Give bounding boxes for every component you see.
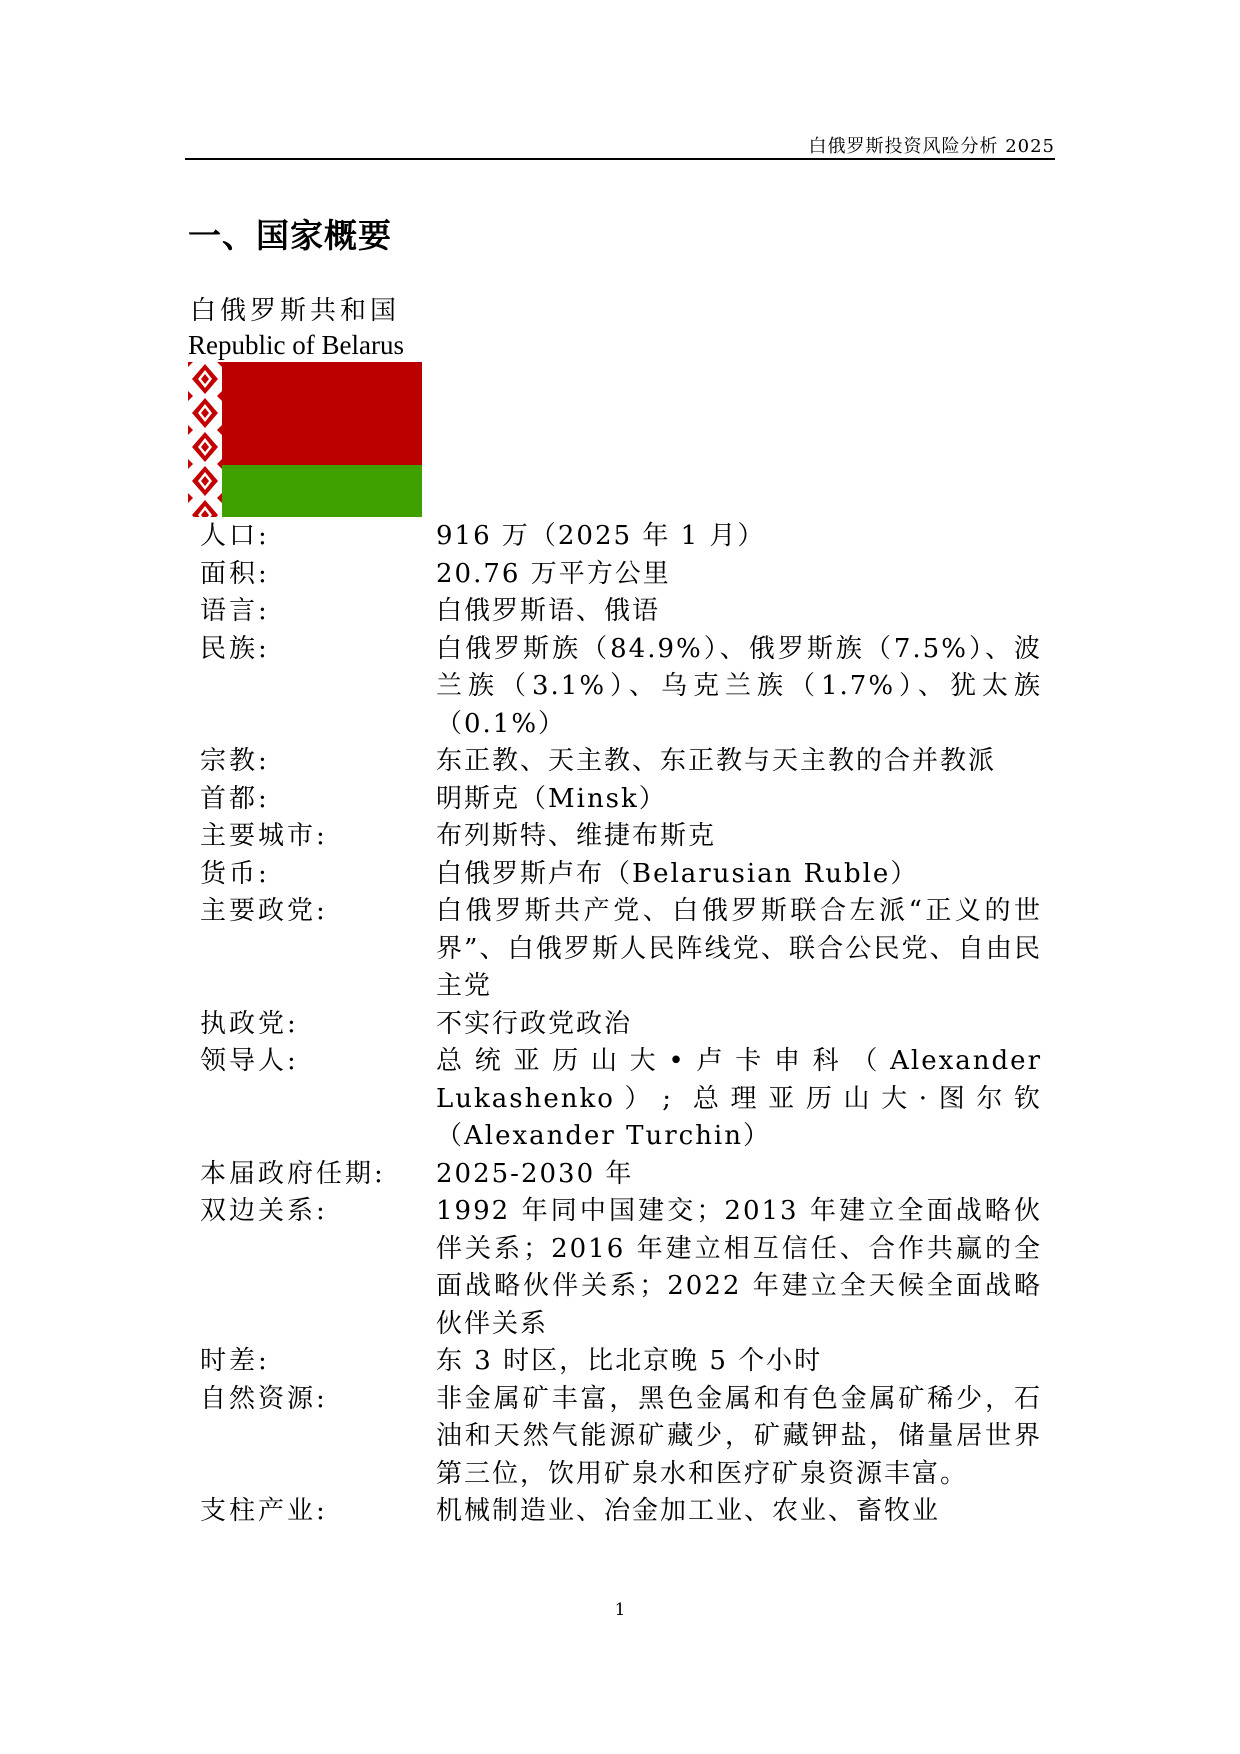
fact-row-political-parties xyxy=(200,893,1042,1006)
fact-row-government-term xyxy=(200,1156,1042,1194)
fact-value: 机械制造业、冶金加工业、农业、畜牧业 xyxy=(436,1496,941,1526)
fact-label: 支柱产业: xyxy=(200,1496,328,1526)
country-facts-table xyxy=(200,518,1042,1531)
fact-row-population xyxy=(200,518,1042,556)
fact-value: 不实行政党政治 xyxy=(436,1008,633,1039)
fact-value: 东 3 时区，比北京晚 5 个小时 xyxy=(436,1346,823,1376)
fact-value: 布列斯特、维捷布斯克 xyxy=(436,821,717,851)
fact-row-language xyxy=(200,593,1042,631)
belarus-flag-icon xyxy=(188,362,422,517)
fact-row-pillar-industries xyxy=(200,1493,1042,1531)
fact-label: 面积: xyxy=(200,558,270,589)
fact-label: 人口: xyxy=(200,521,270,551)
fact-row-capital xyxy=(200,781,1042,819)
fact-label: 首都: xyxy=(200,783,270,814)
flag-green-band xyxy=(188,465,422,517)
fact-value: 白俄罗斯族（84.9%）、俄罗斯族（7.5%）、波兰族（3.1%）、乌克兰族（1.7%）、犹太族（0.1%） xyxy=(436,633,1042,739)
fact-label: 宗教: xyxy=(200,746,270,776)
header-divider xyxy=(185,158,1055,160)
fact-row-leaders xyxy=(200,1043,1042,1156)
fact-value: 白俄罗斯卢布（Belarusian Ruble） xyxy=(436,858,919,889)
fact-value: 20.76 万平方公里 xyxy=(436,558,671,589)
fact-row-bilateral-relations xyxy=(200,1193,1042,1343)
fact-row-area xyxy=(200,556,1042,594)
fact-row-currency xyxy=(200,856,1042,894)
section-title: 一、国家概要 xyxy=(188,216,392,255)
fact-value: 1992 年同中国建交；2013 年建立全面战略伙伴关系；2016 年建立相互信任、合作共赢的全面战略伙伴关系；2022 年建立全天候全面战略伙伴关系 xyxy=(436,1196,1042,1339)
fact-value: 东正教、天主教、东正教与天主教的合并教派 xyxy=(436,746,997,776)
fact-label: 领导人: xyxy=(200,1046,299,1076)
fact-label: 主要城市: xyxy=(200,821,328,851)
fact-label: 本届政府任期: xyxy=(200,1158,386,1189)
fact-row-ethnicity xyxy=(200,631,1042,744)
fact-label: 自然资源: xyxy=(200,1383,328,1414)
fact-label: 货币: xyxy=(200,858,270,889)
country-name-english: Republic of Belarus xyxy=(188,330,404,360)
fact-label: 民族: xyxy=(200,633,270,664)
fact-value: 总统亚历山大•卢卡申科（Alexander Lukashenko）; 总理亚历山大·图尔钦（Alexander Turchin） xyxy=(436,1046,1042,1151)
fact-value: 白俄罗斯共产党、白俄罗斯联合左派“正义的世界”、白俄罗斯人民阵线党、联合公民党、自由民主党 xyxy=(436,896,1042,1001)
fact-row-major-cities xyxy=(200,818,1042,856)
fact-row-natural-resources xyxy=(200,1381,1042,1494)
fact-label: 双边关系: xyxy=(200,1196,328,1226)
flag-red-band xyxy=(188,362,422,465)
page-number: 1 xyxy=(614,1600,626,1620)
fact-value: 明斯克（Minsk） xyxy=(436,783,667,814)
fact-label: 执政党: xyxy=(200,1008,299,1039)
running-header-title: 白俄罗斯投资风险分析 2025 xyxy=(808,136,1055,157)
fact-label: 时差: xyxy=(200,1346,270,1376)
fact-value: 非金属矿丰富，黑色金属和有色金属矿稀少，石油和天然气能源矿藏少，矿藏钾盐，储量居世界第三位，饮用矿泉水和医疗矿泉资源丰富。 xyxy=(436,1383,1042,1489)
fact-value: 2025-2030 年 xyxy=(436,1158,634,1189)
flag-ornament-band xyxy=(188,362,222,517)
fact-label: 语言: xyxy=(200,596,270,626)
fact-value: 916 万（2025 年 1 月） xyxy=(436,521,766,551)
country-name-chinese: 白俄罗斯共和国 xyxy=(190,296,401,326)
fact-label: 主要政党: xyxy=(200,896,328,926)
fact-row-time-difference xyxy=(200,1343,1042,1381)
fact-row-religion xyxy=(200,743,1042,781)
fact-row-ruling-party xyxy=(200,1006,1042,1044)
fact-value: 白俄罗斯语、俄语 xyxy=(436,596,661,626)
